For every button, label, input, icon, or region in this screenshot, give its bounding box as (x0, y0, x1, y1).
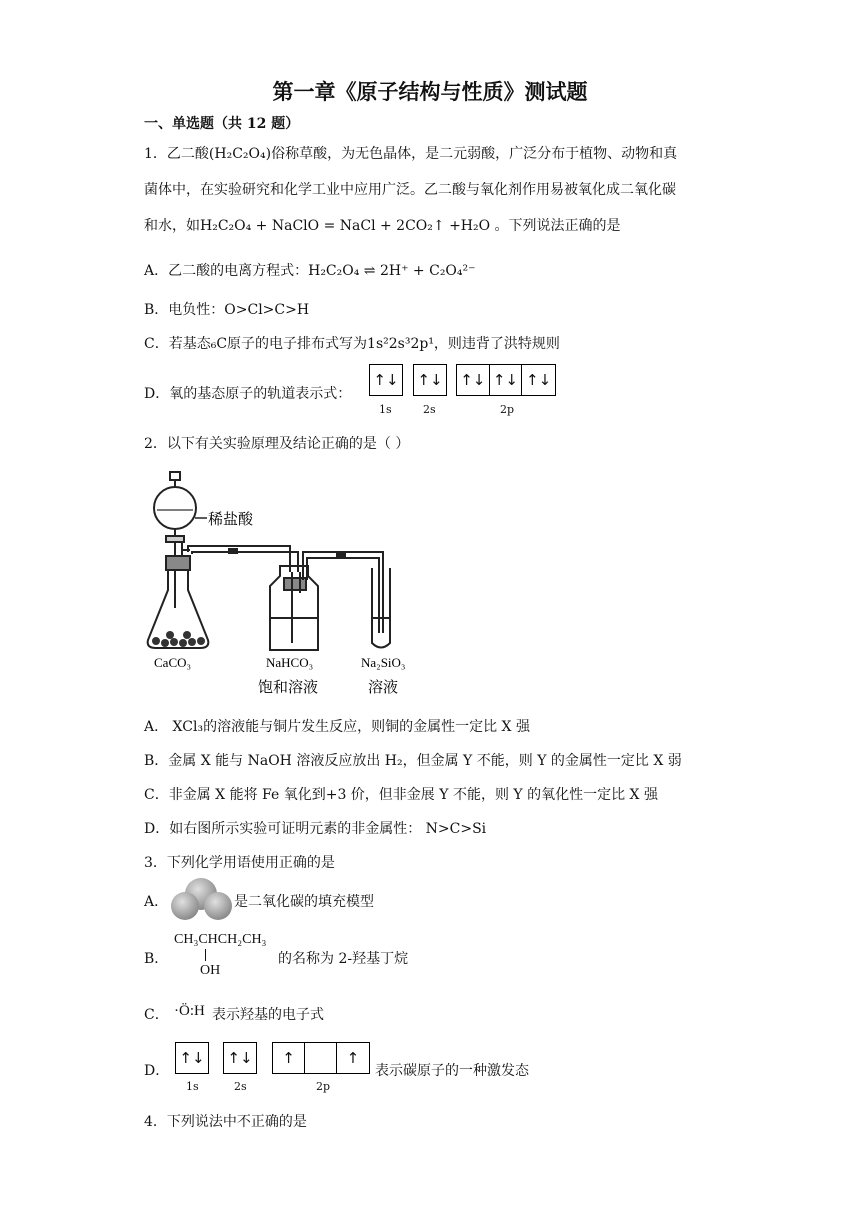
orbital-2p-2 (305, 1043, 337, 1073)
orbital-2s: ↑↓ (417, 371, 443, 389)
q1-stem-line3: 和水，如H₂C₂O₄ + NaClO = NaCl + 2CO₂↑ +H₂O 。下列说法正确的是 (144, 218, 621, 234)
orbital-2p-2: ↑↓ (490, 365, 523, 395)
orbital-label-2s: 2s (234, 1080, 247, 1093)
orbital-label-1s: 1s (379, 403, 392, 416)
bond-line (205, 949, 206, 961)
q1-option-d: D．氧的基态原子的轨道表示式： (144, 386, 352, 402)
q3-option-b-text: 的名称为 2-羟基丁烷 (278, 951, 409, 967)
q2-option-d: D．如右图所示实验可证明元素的非金属性： N>C>Si (144, 821, 487, 837)
label-saturated-solution: 饱和溶液 (258, 678, 319, 696)
q3-option-d-prefix: D． (144, 1063, 170, 1079)
q1-stem-line1: 1．乙二酸(H₂C₂O₄)俗称草酸，为无色晶体，是二元弱酸，广泛分布于植物、动物和真 (144, 146, 678, 162)
q2-option-b: B．金属 X 能与 NaOH 溶液反应放出 H₂，但金属 Y 不能，则 Y 的金属性一定比 X 弱 (144, 753, 682, 769)
orbital-1s: ↑↓ (373, 371, 399, 389)
q3-option-b-branch: OH (200, 963, 221, 978)
label-nahco3: NaHCO₃ (266, 655, 314, 670)
orbital-label-1s: 1s (186, 1080, 199, 1093)
q3-option-c-prefix: C． (144, 1007, 169, 1023)
q1-stem-line2: 菌体中，在实验研究和化学工业中应用广泛。乙二酸与氧化剂作用易被氧化成二氧化碳 (144, 182, 676, 198)
q3-option-a-text: 是二氧化碳的填充模型 (234, 894, 374, 910)
q2-option-a: A． XCl₃的溶液能与铜片发生反应，则铜的金属性一定比 X 强 (144, 719, 530, 735)
label-caco3: CaCO₃ (154, 655, 192, 670)
orbital-2p-3: ↑↓ (526, 371, 552, 389)
q4-stem: 4．下列说法中不正确的是 (144, 1114, 307, 1130)
co2-space-filling-model (168, 876, 234, 924)
q2-option-c: C．非金属 X 能将 Fe 氧化到+3 价，但非金展 Y 不能，则 Y 的氧化性一定比 X 强 (144, 787, 658, 803)
orbital-2s: ↑↓ (227, 1049, 253, 1067)
q1-option-b: B．电负性：O>Cl>C>H (144, 302, 310, 318)
orbital-2p-1: ↑ (273, 1043, 305, 1073)
label-solution: 溶液 (368, 678, 399, 696)
page-title: 第一章《原子结构与性质》测试题 (272, 79, 588, 104)
q3-option-d-text: 表示碳原子的一种激发态 (375, 1063, 529, 1079)
q1-option-a: A．乙二酸的电离方程式：H₂C₂O₄ ⇌ 2H⁺ + C₂O₄²⁻ (144, 263, 476, 279)
orbital-2p-3: ↑ (346, 1049, 360, 1067)
q3-option-c-text: 表示羟基的电子式 (212, 1007, 324, 1023)
q1-option-c: C．若基态₆C原子的电子排布式写为1s²2s³2p¹，则违背了洪特规则 (144, 336, 560, 352)
q2-stem: 2．以下有关实验原理及结论正确的是（ ） (144, 436, 410, 452)
hydroxyl-electron-formula: ·Ö:H (174, 1003, 205, 1019)
label-dilute-hcl: 稀盐酸 (208, 510, 254, 528)
orbital-1s: ↑↓ (179, 1049, 205, 1067)
section-heading: 一、单选题（共 12 题） (144, 116, 300, 132)
orbital-label-2s: 2s (423, 403, 436, 416)
q3-option-b-formula: CH₃CHCH₂CH₃ (174, 932, 267, 947)
orbital-label-2p: 2p (500, 403, 515, 416)
label-na2sio3: Na₂SiO₃ (361, 655, 406, 670)
orbital-label-2p: 2p (316, 1080, 331, 1093)
orbital-2p-1: ↑↓ (457, 365, 490, 395)
q3-stem: 3．下列化学用语使用正确的是 (144, 855, 335, 871)
apparatus-figure (140, 468, 430, 706)
q3-option-a-prefix: A． (144, 894, 169, 910)
q3-option-b-prefix: B． (144, 951, 169, 967)
